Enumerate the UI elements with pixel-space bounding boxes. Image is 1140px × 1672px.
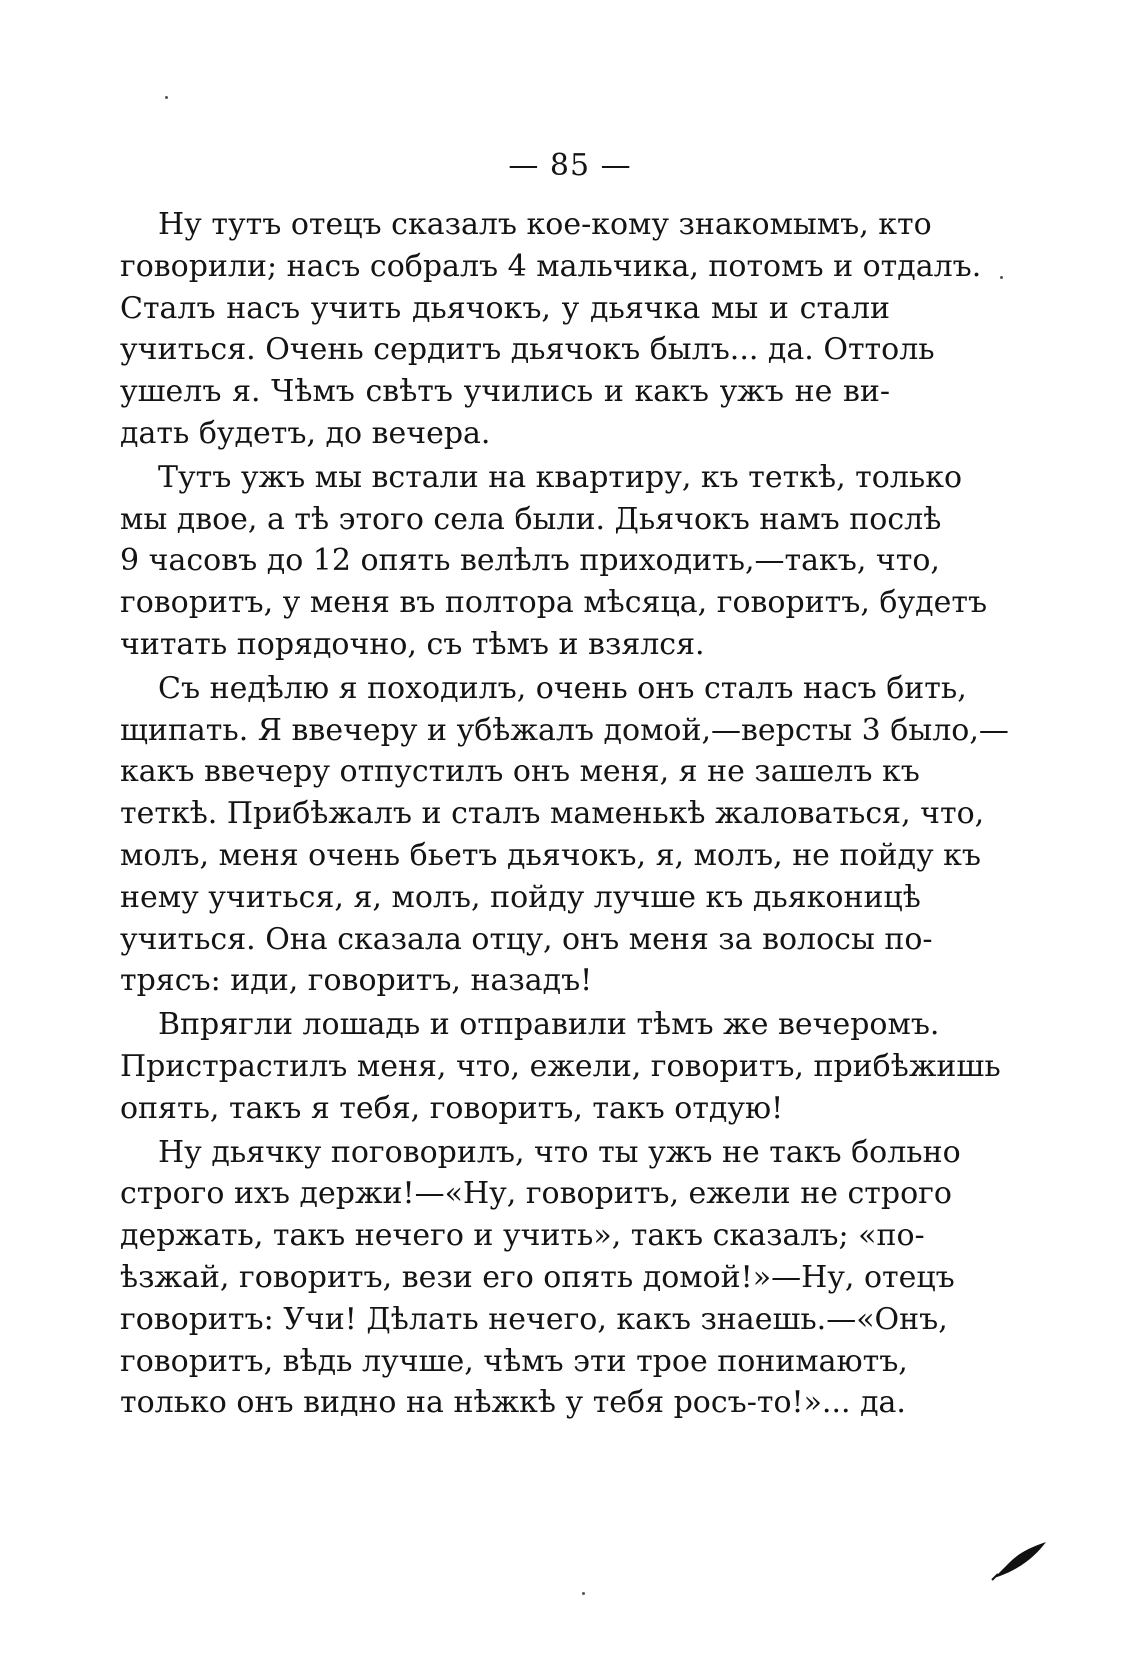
text-line: Ну тутъ отецъ сказалъ кое-кому знакомымъ, кто (158, 207, 932, 242)
text-line: учиться. Очень сердитъ дьячокъ былъ... да. Оттоль (120, 332, 935, 368)
text-line: строго ихъ держи!—«Ну, говоритъ, ежели не строго (120, 1176, 952, 1212)
text-line: нему учиться, я, молъ, пойду лучше къ дьяконицѣ (120, 879, 921, 915)
paragraph (120, 457, 988, 666)
paragraph (120, 1132, 961, 1425)
text-line: опять, такъ я тебя, говоритъ, такъ отдую! (120, 1090, 784, 1126)
paragraph (120, 1004, 1001, 1129)
text-line: держать, такъ нечего и учить», такъ сказалъ; «по- (120, 1218, 925, 1254)
text-line: ѣзжай, говоритъ, вези его опять домой!»—Ну, отецъ (120, 1259, 955, 1295)
text-line: говоритъ, у меня въ полтора мѣсяца, говоритъ, будетъ (120, 585, 988, 621)
text-line: теткѣ. Прибѣжалъ и сталъ маменькѣ жаловаться, что, (120, 796, 985, 832)
text-line: Ну дьячку поговорилъ, что ты ужъ не такъ больно (158, 1134, 961, 1170)
text-line: ушелъ я. Чѣмъ свѣтъ учились и какъ ужъ не ви- (120, 374, 890, 410)
text-line: молъ, меня очень бьетъ дьячокъ, я, молъ, не пойду къ (120, 837, 982, 873)
text-body (120, 204, 1009, 1424)
text-line: Съ недѣлю я походилъ, очень онъ сталъ насъ бить, (158, 670, 967, 706)
text-line: дать будетъ, до вечера. (120, 415, 491, 451)
text-line: мы двое, а тѣ этого села были. Дьячокъ намъ послѣ (120, 501, 942, 537)
text-line: 9 часовъ до 12 опять велѣлъ приходить,—такъ, что, (120, 543, 940, 579)
scan-dot-mark (165, 96, 168, 99)
text-line: говоритъ: Учи! Дѣлать нечего, какъ знаешь.—«Онъ, (120, 1301, 948, 1337)
scan-dot-mark (582, 1592, 585, 1595)
text-line: какъ ввечеру отпустилъ онъ меня, я не зашелъ къ (120, 754, 920, 790)
text-line: трясъ: иди, говоритъ, назадъ! (120, 963, 593, 999)
text-line: Тутъ ужъ мы встали на квартиру, къ теткѣ, только (158, 459, 963, 495)
text-line: говорили; насъ собралъ 4 мальчика, потомъ и отдалъ. (120, 248, 982, 284)
paragraph (120, 668, 1009, 1002)
text-line: Сталъ насъ учить дьячокъ, у дьячка мы и стали (120, 290, 890, 326)
text-line: читать порядочно, съ тѣмъ и взялся. (120, 626, 705, 662)
ink-smudge-icon (990, 1538, 1050, 1582)
text-line: щипать. Я ввечеру и убѣжалъ домой,—версты 3 было,— (120, 712, 1009, 748)
text-line: говоритъ, вѣдь лучше, чѣмъ эти трое понимаютъ, (120, 1343, 908, 1379)
paragraph (120, 204, 982, 455)
text-line: Пристрастилъ меня, что, ежели, говоритъ, прибѣжишь (120, 1048, 1001, 1084)
text-line: Впрягли лошадь и отправили тѣмъ же вечеромъ. (158, 1007, 940, 1043)
text-line: учиться. Она сказала отцу, онъ меня за волосы по- (120, 921, 933, 957)
text-line: только онъ видно на нѣжкѣ у тебя росъ-то!»... да. (120, 1385, 906, 1421)
scan-dot-mark (1000, 276, 1003, 279)
page-number: — 85 — (508, 148, 632, 183)
